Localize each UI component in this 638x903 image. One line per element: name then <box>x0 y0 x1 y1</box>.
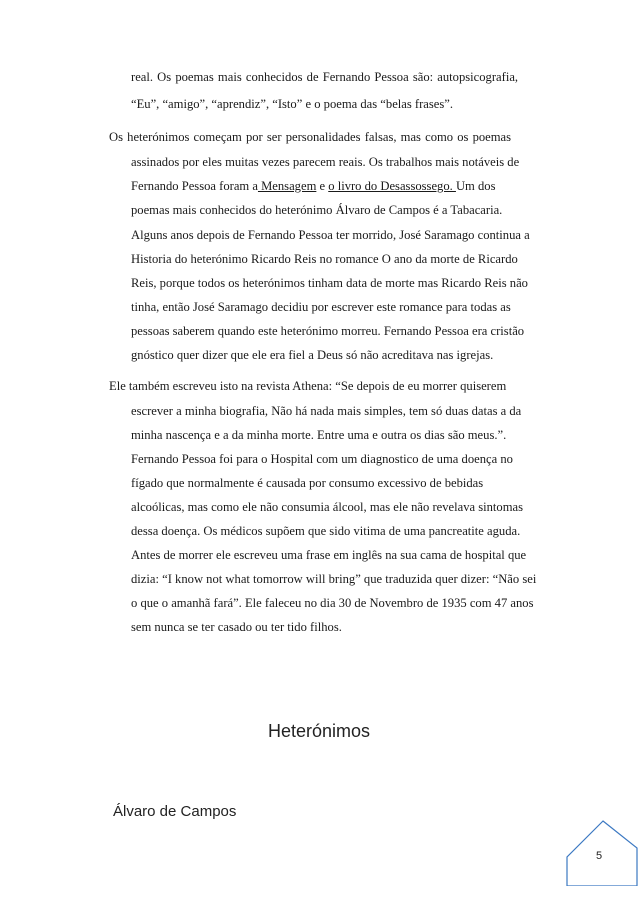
text-line: minha nascença e a da minha morte. Entre uma e outra os dias são meus.”. <box>131 428 507 442</box>
text-line: Fernando Pessoa foi para o Hospital com um diagnostico de uma doença no <box>131 452 513 466</box>
text-line: tinha, então José Saramago decidiu por escrever este romance para todas as <box>131 300 511 314</box>
section-heading: Heterónimos <box>267 721 371 741</box>
text-line: assinados por eles muitas vezes parecem reais. Os trabalhos mais notáveis de <box>131 155 520 169</box>
text-line: Ele também escreveu isto na revista Athena: “Se depois de eu morrer quiserem <box>109 379 507 393</box>
text-line-with-titles <box>131 178 495 194</box>
page-number: 5 <box>595 850 603 862</box>
book-title-mensagem: Mensagem <box>257 179 317 193</box>
text-fragment: Fernando Pessoa foram a <box>131 179 258 193</box>
book-title-desassossego: o livro do Desassossego. <box>328 179 456 193</box>
text-line: Historia do heterónimo Ricardo Reis no romance O ano da morte de Ricardo <box>131 252 518 266</box>
text-fragment: Um dos <box>455 179 496 193</box>
subsection-heading: Álvaro de Campos <box>113 803 237 820</box>
text-fragment: e <box>316 179 329 193</box>
text-line: escrever a minha biografia, Não há nada mais simples, tem só duas datas a da <box>131 404 522 418</box>
text-line: dizia: “I know not what tomorrow will bring” que traduzida quer dizer: “Não sei <box>131 572 537 586</box>
text-line: Reis, porque todos os heterónimos tinham data de morte mas Ricardo Reis não <box>131 276 528 290</box>
text-line: sem nunca se ter casado ou ter tido filhos. <box>131 620 342 634</box>
text-line: poemas mais conhecidos do heterónimo Álvaro de Campos é a Tabacaria. <box>131 203 503 217</box>
text-line: “Eu”, “amigo”, “aprendiz”, “Isto” e o poema das “belas frases”. <box>131 97 454 111</box>
text-line: o que o amanhã fará”. Ele faleceu no dia 30 de Novembro de 1935 com 47 anos <box>131 596 534 610</box>
text-line: dessa doença. Os médicos supõem que sido vitima de uma pancreatite aguda. <box>131 524 521 538</box>
text-line: Antes de morrer ele escreveu uma frase em inglês na sua cama de hospital que <box>131 548 527 562</box>
text-line: gnóstico quer dizer que ele era fiel a Deus só não acreditava nas igrejas. <box>131 348 494 362</box>
text-line: pessoas saberem quando este heterónimo morreu. Fernando Pessoa era cristão <box>131 324 525 338</box>
text-line: alcoólicas, mas como ele não consumia álcool, mas ele não revelava sintomas <box>131 500 524 514</box>
text-line: fígado que normalmente é causada por consumo excessivo de bebidas <box>131 476 484 490</box>
text-line: real. Os poemas mais conhecidos de Fernando Pessoa são: autopsicografia, <box>131 70 519 84</box>
text-line: Alguns anos depois de Fernando Pessoa ter morrido, José Saramago continua a <box>131 228 530 242</box>
text-line: Os heterónimos começam por ser personalidades falsas, mas como os poemas <box>109 130 512 144</box>
